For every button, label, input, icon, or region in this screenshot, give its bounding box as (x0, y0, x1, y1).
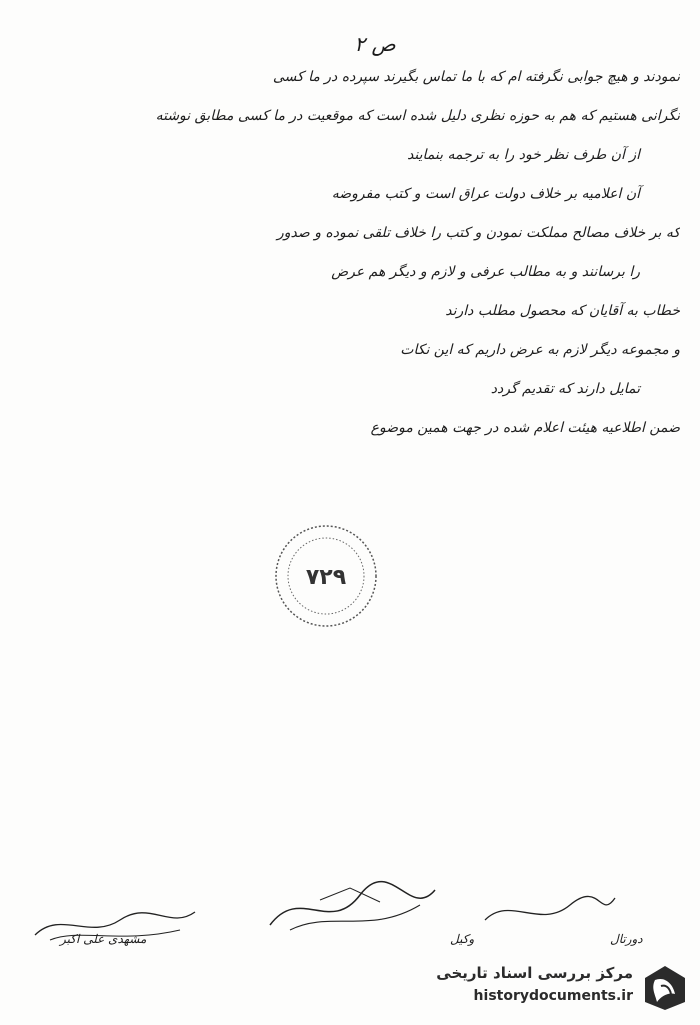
page-number: ص ۲ (354, 32, 396, 56)
watermark-url: historydocuments.ir (473, 988, 633, 1004)
signature-right-title: دورتال (610, 932, 643, 946)
letter-line: آن اعلامیه بر خلاف دولت عراق است و کتب مفروضه (331, 186, 640, 202)
watermark-title: مرکز بررسی اسناد تاریخی (436, 964, 633, 982)
signatures-area (20, 880, 680, 960)
letter-line: از آن طرف نظر خود را به ترجمه بنمایند (407, 147, 640, 163)
signature-scribble-middle (260, 880, 440, 940)
letter-line: را برسانند و به مطالب عرفی و لازم و دیگر هم عرض (331, 264, 640, 280)
archive-seal-stamp (272, 522, 380, 630)
letter-body (30, 68, 680, 458)
letter-line: نمودند و هیچ جوابی نگرفته ام که با ما تماس بگیرند سپرده در ما کسی (272, 69, 680, 85)
letter-line: ضمن اطلاعیه هیئت اعلام شده در جهت همین موضوع (370, 420, 680, 436)
signature-middle-title: وکیل (450, 932, 475, 946)
letter-line: خطاب به آقایان که محصول مطلب دارند (445, 303, 680, 319)
letter-line: نگرانی هستیم که هم به حوزه نظری دلیل شده است که موقعیت در ما کسی مطابق نوشته (155, 108, 680, 124)
signature-left-name: مشهدی علی اکبر (60, 932, 147, 946)
archive-logo-icon (639, 962, 691, 1014)
letter-line: و مجموعه دیگر لازم به عرض داریم که این نکات (400, 342, 680, 358)
letter-line: که بر خلاف مصالح مملکت نمودن و کتب را خلاف تلقی نموده و صدور (277, 225, 680, 241)
seal-number: ۷۲۹ (305, 565, 347, 590)
signature-scribble-right (480, 890, 620, 940)
letter-line: تمایل دارند که تقدیم گردد (490, 381, 640, 397)
archive-watermark (410, 962, 695, 1014)
